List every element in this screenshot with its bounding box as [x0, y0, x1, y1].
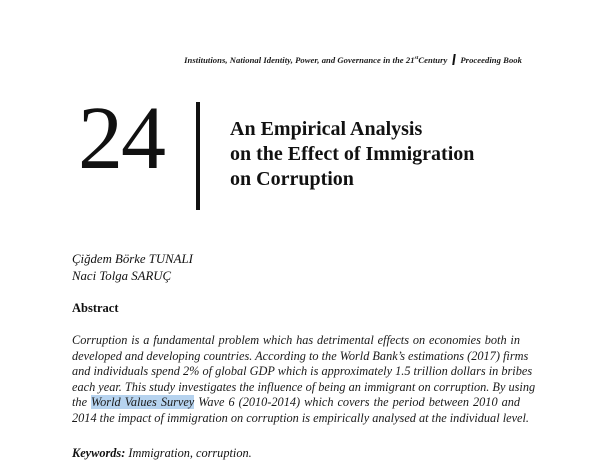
- chapter-title-line: on Corruption: [230, 168, 354, 190]
- book-type: Proceeding Book: [460, 55, 522, 65]
- abstract-body[interactable]: [72, 333, 536, 427]
- chapter-title: [230, 117, 474, 192]
- running-header: [184, 54, 522, 65]
- author-list: [72, 251, 193, 285]
- abstract-line: each year. This study investigates the influence of being an immigrant on corruption. By using: [72, 379, 536, 394]
- keywords-label: Keywords:: [72, 446, 126, 460]
- author-name: Naci Tolga SARUÇ: [72, 269, 172, 283]
- abstract-line: the World Values Survey Wave 6 (2010-2014) which covers the period between 2010 and: [72, 395, 521, 410]
- chapter-divider: [196, 102, 200, 210]
- keywords: [72, 446, 252, 461]
- chapter-title-line: on the Effect of Immigration: [230, 143, 475, 165]
- highlighted-text[interactable]: World Values Survey: [91, 395, 195, 410]
- abstract-heading: Abstract: [72, 301, 119, 315]
- author-name: Çiğdem Börke TUNALI: [72, 252, 193, 266]
- abstract-line: 2014 the impact of immigration on corruption is empirically analysed at the individual level.: [72, 410, 529, 425]
- header-divider: [453, 54, 457, 65]
- abstract-line: and individuals spend 2% of global GDP which is approximately 1.5 trillion dollars in bribes: [72, 364, 533, 379]
- chapter-number: 24: [78, 89, 164, 188]
- chapter-title-line: An Empirical Analysis: [230, 118, 423, 140]
- book-title: Institutions, National Identity, Power, and Governance in the 21stCentury: [184, 55, 448, 65]
- abstract-line: Corruption is a fundamental problem which has detrimental effects on economies both in: [72, 333, 520, 347]
- abstract-line: developed and developing countries. According to the World Bank’s estimations (2017) firms: [72, 348, 529, 363]
- keywords-value: Immigration, corruption.: [128, 446, 252, 460]
